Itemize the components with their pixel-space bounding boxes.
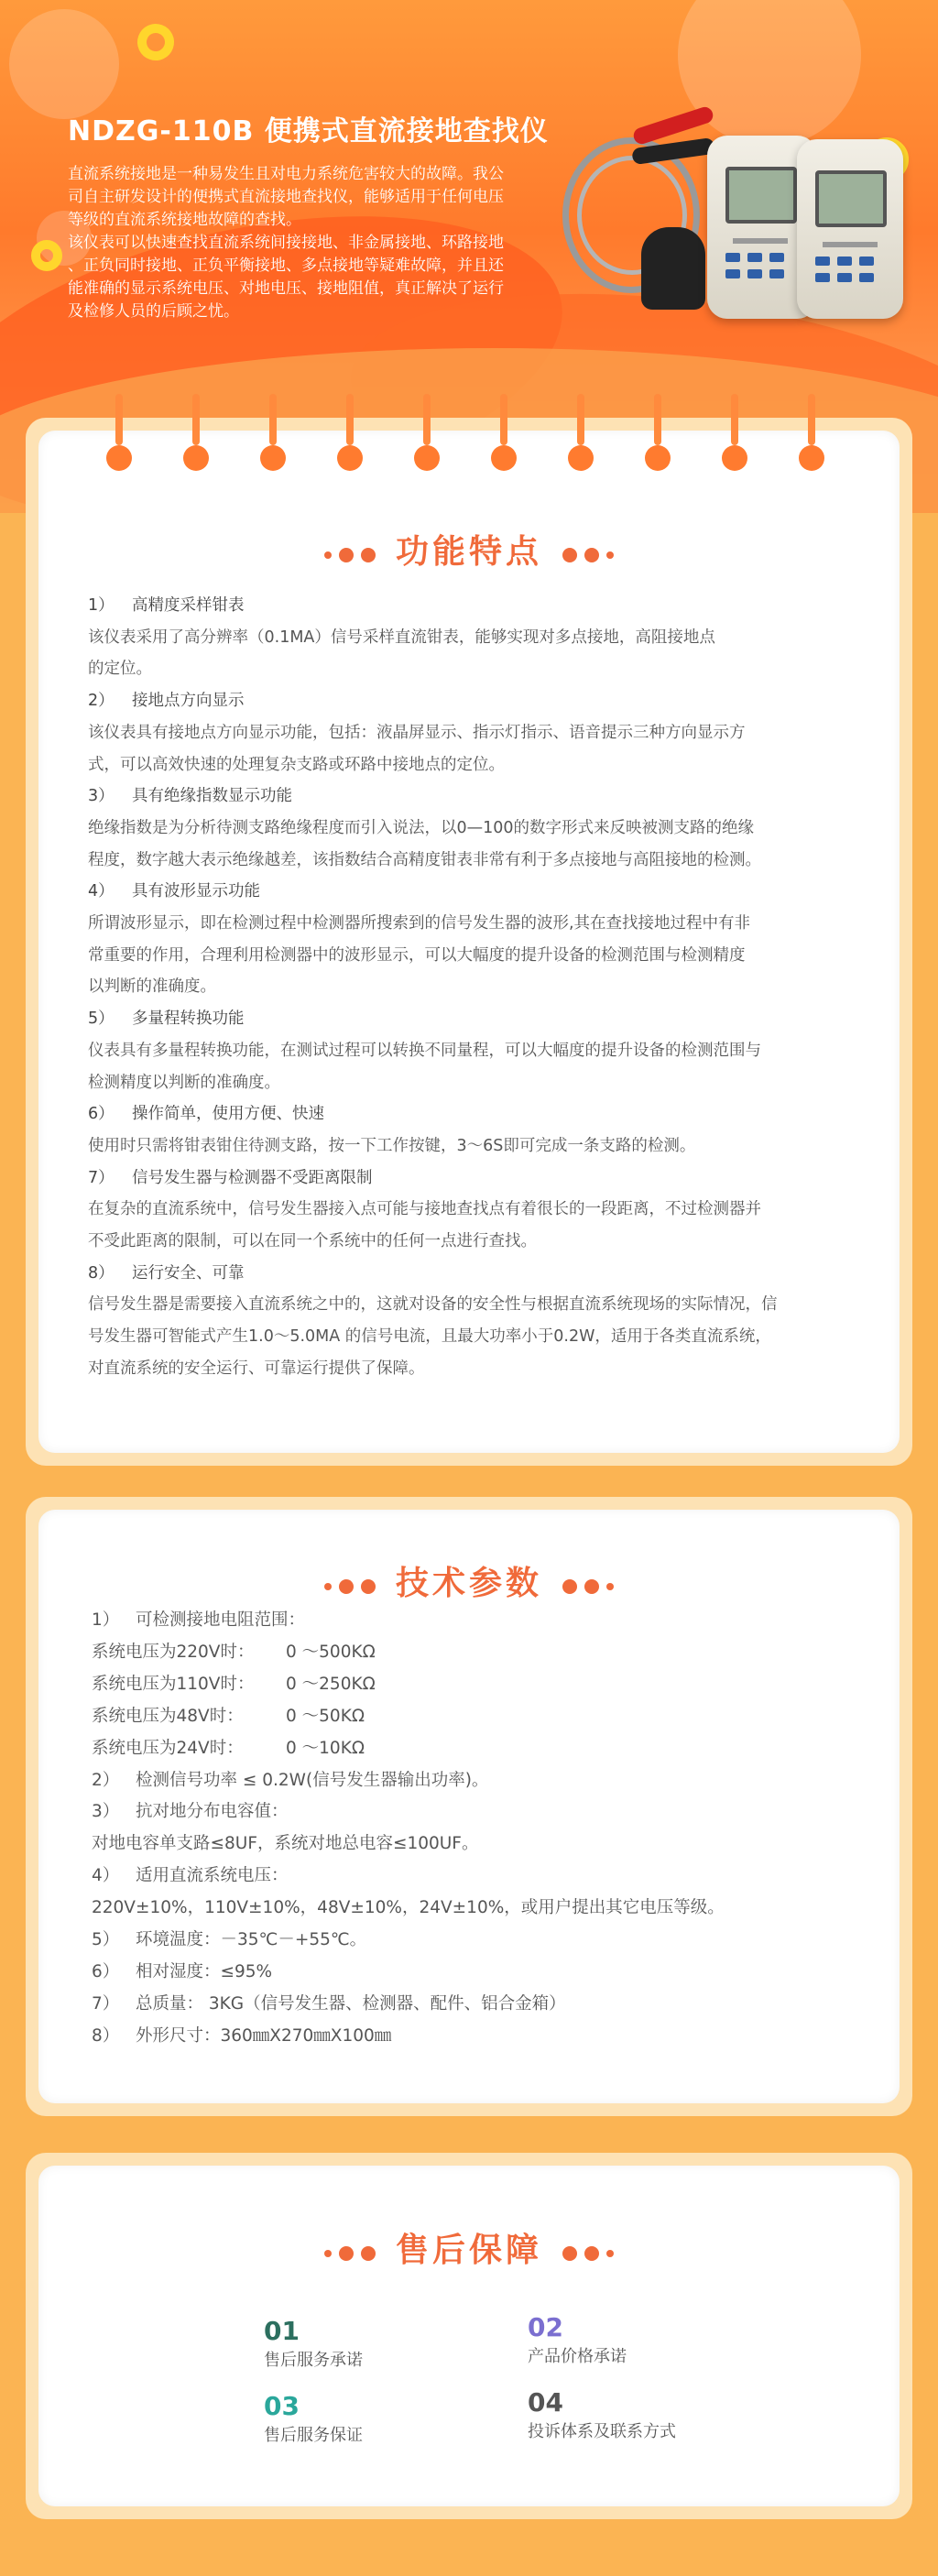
service-title: 售后保障 xyxy=(395,2232,542,2269)
feature-line-text: 号发生器可智能式产生1.0～5.0MA 的信号电流，且最大功率小于0.2W，适用于各类直流系统， xyxy=(88,1327,771,1347)
feature-number: 8） xyxy=(88,1263,115,1283)
feature-text xyxy=(88,1353,867,1385)
service-label: 投诉体系及联系方式 xyxy=(528,2422,676,2441)
param-value: 0 ～250KΩ xyxy=(286,1674,376,1694)
param-key: 系统电压为110V时： xyxy=(92,1674,255,1694)
feature-heading xyxy=(88,780,867,813)
param-number: 6） xyxy=(92,1961,120,1981)
feature-text xyxy=(88,1035,867,1067)
service-label: 售后服务承诺 xyxy=(264,2351,363,2370)
feature-number: 2） xyxy=(88,692,115,711)
feature-heading xyxy=(88,1003,867,1035)
dots-decor-icon xyxy=(321,535,379,573)
param-key: 系统电压为24V时： xyxy=(92,1738,244,1758)
feature-line-text: 在复杂的直流系统中，信号发生器接入点可能与接地查找点有着很长的一段距离，不过检测器并 xyxy=(88,1200,761,1219)
feature-text xyxy=(88,1067,867,1099)
param-line xyxy=(92,1925,870,1957)
binder-pin-icon xyxy=(414,394,440,471)
param-number: 1） xyxy=(92,1610,120,1630)
feature-line-text: 该仪表采用了高分辨率（0.1MA）信号采样直流钳表，能够实现对多点接地，高阻接地点 xyxy=(88,628,715,647)
feature-line-text: 式，可以高效快速的处理复杂支路或环路中接地点的定位。 xyxy=(88,755,505,774)
param-number: 5） xyxy=(92,1930,120,1950)
feature-line-text: 操作简单，使用方便、快速 xyxy=(132,1105,324,1124)
param-line xyxy=(92,1701,870,1733)
service-number: 01 xyxy=(264,2316,300,2346)
binder-pin-icon xyxy=(568,394,594,471)
param-line xyxy=(92,1733,870,1765)
param-text: 相对湿度：≤95% xyxy=(136,1961,273,1981)
feature-text xyxy=(88,1226,867,1258)
feature-number: 7） xyxy=(88,1168,115,1187)
features-title: 功能特点 xyxy=(395,533,542,571)
description-line: 直流系统接地是一种易发生且对电力系统危害较大的故障。我公 xyxy=(68,165,504,183)
binder-pin-icon xyxy=(183,394,209,471)
dots-decor-icon xyxy=(321,1566,379,1604)
dots-decor-icon xyxy=(321,2233,379,2271)
description-line: 司自主研发设计的便携式直流接地查找仪，能够适用于任何电压 xyxy=(68,188,504,206)
feature-text xyxy=(88,813,867,845)
param-number: 7） xyxy=(92,1993,120,2014)
feature-text xyxy=(88,717,867,749)
feature-text xyxy=(88,653,867,685)
feature-line-text: 不受此距离的限制，可以在同一个系统中的任何一点进行查找。 xyxy=(88,1232,537,1251)
clamp-meter-icon xyxy=(641,227,705,310)
param-line xyxy=(92,1669,870,1701)
param-text: 适用直流系统电压： xyxy=(136,1866,289,1886)
param-text: 对地电容单支路≤8UF，系统对地总电容≤100UF。 xyxy=(92,1834,479,1854)
feature-line-text: 以判断的准确度。 xyxy=(88,977,216,997)
params-title: 技术参数 xyxy=(395,1565,542,1602)
binder-pin-icon xyxy=(491,394,517,471)
param-number: 3） xyxy=(92,1802,120,1822)
feature-number: 3） xyxy=(88,787,115,806)
features-heading xyxy=(0,526,938,573)
param-value: 0 ～10KΩ xyxy=(286,1738,365,1758)
param-key: 系统电压为48V时： xyxy=(92,1706,244,1726)
param-line xyxy=(92,2021,870,2053)
param-text: 环境温度：－35℃－+55℃。 xyxy=(136,1930,367,1950)
feature-heading xyxy=(88,590,867,622)
decor-ring xyxy=(132,18,179,65)
param-key: 系统电压为220V时： xyxy=(92,1642,255,1662)
generator-device-icon xyxy=(797,139,903,319)
service-number: 04 xyxy=(528,2387,563,2418)
product-description xyxy=(68,163,553,323)
feature-text xyxy=(88,971,867,1003)
service-item[interactable] xyxy=(528,2312,627,2371)
param-value: 0 ～50KΩ xyxy=(286,1706,365,1726)
feature-number: 1） xyxy=(88,596,115,615)
description-line: 、正负同时接地、正负平衡接地、多点接地等疑难故障，并且还 xyxy=(68,257,504,275)
feature-line-text: 使用时只需将钳表钳住待测支路，按一下工作按键，3～6S即可完成一条支路的检测。 xyxy=(88,1136,696,1155)
param-number: 8） xyxy=(92,2025,120,2046)
description-line: 等级的直流系统接地故障的查找。 xyxy=(68,211,301,229)
param-text: 外形尺寸：360㎜X270㎜X100㎜ xyxy=(136,2025,392,2046)
feature-line-text: 该仪表具有接地点方向显示功能，包括：液晶屏显示、指示灯指示、语音提示三种方向显示方 xyxy=(88,723,746,742)
binder-pin-icon xyxy=(722,394,747,471)
feature-line-text: 对直流系统的安全运行、可靠运行提供了保障。 xyxy=(88,1359,425,1378)
param-line xyxy=(92,1893,870,1925)
params-heading xyxy=(0,1557,938,1604)
feature-text xyxy=(88,1321,867,1353)
param-text: 可检测接地电阻范围： xyxy=(136,1610,306,1630)
feature-number: 4） xyxy=(88,882,115,901)
feature-text xyxy=(88,940,867,972)
feature-text xyxy=(88,908,867,940)
dots-decor-icon xyxy=(559,1566,617,1604)
feature-heading xyxy=(88,1098,867,1130)
param-number: 4） xyxy=(92,1866,120,1886)
service-heading xyxy=(0,2224,938,2271)
feature-line-text: 检测精度以判断的准确度。 xyxy=(88,1073,280,1092)
product-title: NDZG-110B 便携式直流接地查找仪 xyxy=(68,115,549,147)
param-line xyxy=(92,1605,870,1637)
feature-text xyxy=(88,622,867,654)
feature-line-text: 仪表具有多量程转换功能，在测试过程可以转换不同量程，可以大幅度的提升设备的检测范围与 xyxy=(88,1041,761,1060)
feature-line-text: 所谓波形显示，即在检测过程中检测器所搜索到的信号发生器的波形,其在查找接地过程中有非 xyxy=(88,914,751,933)
binder-pin-icon xyxy=(337,394,363,471)
param-text: 总质量： 3KG（信号发生器、检测器、配件、铝合金箱） xyxy=(136,1993,566,2014)
binder-pin-icon xyxy=(106,394,132,471)
feature-line-text: 高精度采样钳表 xyxy=(132,596,245,615)
feature-heading xyxy=(88,685,867,717)
feature-text xyxy=(88,845,867,877)
param-line xyxy=(92,1637,870,1669)
decor-bubble xyxy=(678,0,861,147)
feature-line-text: 常重要的作用，合理利用检测器中的波形显示，可以大幅度的提升设备的检测范围与检测精度 xyxy=(88,945,746,965)
param-number: 2） xyxy=(92,1770,120,1790)
param-text: 抗对地分布电容值： xyxy=(136,1802,289,1822)
param-line xyxy=(92,1957,870,1989)
binder-pin-icon xyxy=(645,394,671,471)
decor-ring xyxy=(31,240,62,271)
binder-pin-icon xyxy=(799,394,824,471)
feature-number: 5） xyxy=(88,1010,115,1029)
service-panel xyxy=(26,2153,912,2519)
feature-line-text: 接地点方向显示 xyxy=(132,692,245,711)
feature-text xyxy=(88,1289,867,1321)
decor-bubble xyxy=(9,9,119,119)
binder-pin-icon xyxy=(260,394,286,471)
param-line xyxy=(92,1796,870,1828)
features-list xyxy=(88,590,867,1385)
feature-line-text: 信号发生器与检测器不受距离限制 xyxy=(132,1168,373,1187)
service-item[interactable] xyxy=(264,2316,363,2374)
feature-line-text: 程度，数字越大表示绝缘越差，该指数结合高精度钳表非常有利于多点接地与高阻接地的检测。 xyxy=(88,850,761,869)
feature-heading xyxy=(88,1162,867,1195)
param-line xyxy=(92,1828,870,1861)
description-line: 该仪表可以快速查找直流系统间接接地、非金属接地、环路接地 xyxy=(68,234,504,252)
param-value: 0 ～500KΩ xyxy=(286,1642,376,1662)
dots-decor-icon xyxy=(559,535,617,573)
service-label: 售后服务保证 xyxy=(264,2426,363,2445)
dots-decor-icon xyxy=(559,2233,617,2271)
service-number: 03 xyxy=(264,2391,300,2421)
feature-line-text: 多量程转换功能 xyxy=(132,1010,245,1029)
feature-text xyxy=(88,1130,867,1162)
params-list xyxy=(92,1605,870,2053)
feature-line-text: 具有绝缘指数显示功能 xyxy=(132,787,292,806)
param-text: 检测信号功率 ≤ 0.2W(信号发生器输出功率)。 xyxy=(136,1770,489,1790)
service-card xyxy=(38,2166,900,2506)
feature-line-text: 具有波形显示功能 xyxy=(132,882,260,901)
service-item[interactable] xyxy=(528,2387,676,2446)
feature-line-text: 的定位。 xyxy=(88,660,152,679)
feature-heading xyxy=(88,1258,867,1290)
description-line: 能准确的显示系统电压、对地电压、接地阻值，真正解决了运行 xyxy=(68,279,504,298)
feature-number: 6） xyxy=(88,1105,115,1124)
feature-line-text: 信号发生器是需要接入直流系统之中的，这就对设备的安全性与根据直流系统现场的实际情况，信 xyxy=(88,1295,778,1315)
param-text: 220V±10%，110V±10%，48V±10%，24V±10%，或用户提出其它电压等级。 xyxy=(92,1898,725,1918)
feature-line-text: 运行安全、可靠 xyxy=(132,1263,245,1283)
feature-heading xyxy=(88,876,867,908)
service-item[interactable] xyxy=(264,2391,363,2450)
service-label: 产品价格承诺 xyxy=(528,2347,627,2366)
description-line: 及检修人员的后顾之忧。 xyxy=(68,302,239,321)
feature-text xyxy=(88,1194,867,1226)
param-line xyxy=(92,1989,870,2021)
param-line xyxy=(92,1861,870,1893)
feature-line-text: 绝缘指数是为分析待测支路绝缘程度而引入说法，以0—100的数字形式来反映被测支路的绝缘 xyxy=(88,818,755,837)
service-number: 02 xyxy=(528,2312,563,2342)
feature-text xyxy=(88,749,867,781)
param-line xyxy=(92,1765,870,1797)
